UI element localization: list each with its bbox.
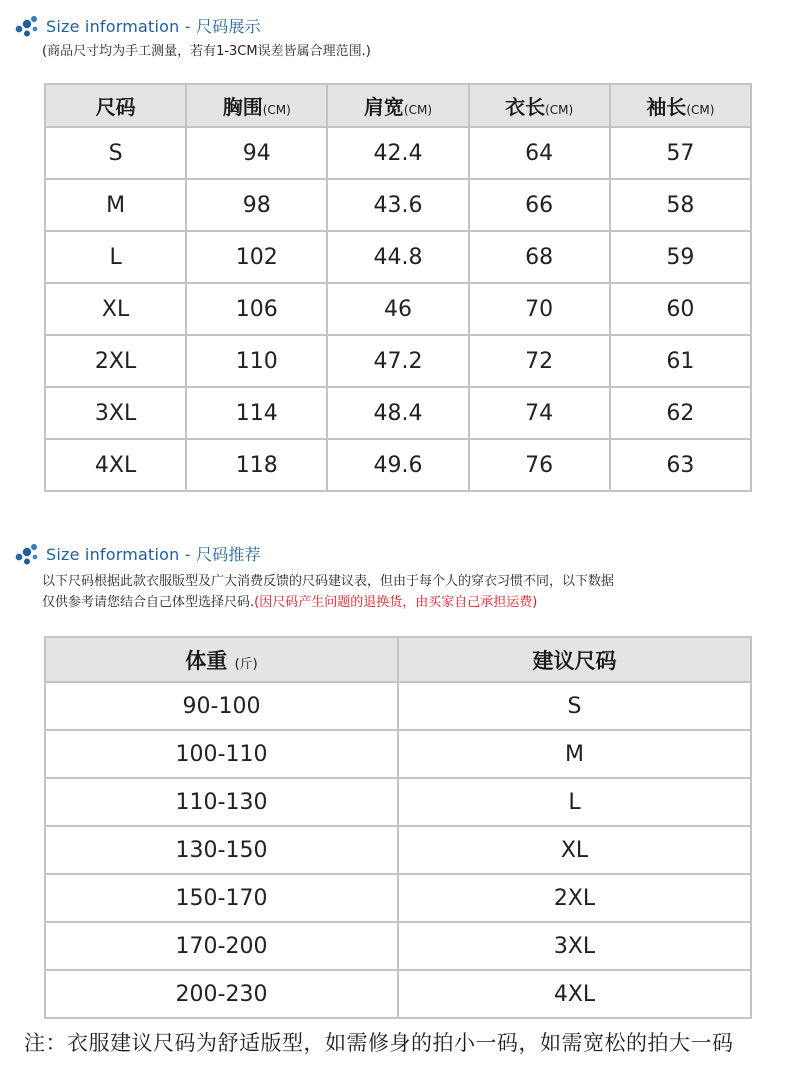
cell-weight: 200-230 — [45, 970, 398, 1018]
cell-sleeve: 63 — [610, 439, 751, 491]
cell-suggested-size: 2XL — [398, 874, 751, 922]
header-shoulder — [327, 84, 468, 127]
section1-title: Size information - 尺码展示 — [46, 17, 261, 36]
table-row — [45, 335, 751, 387]
cell-weight: 110-130 — [45, 778, 398, 826]
header-label: 肩宽 — [363, 95, 404, 119]
table-row — [45, 439, 751, 491]
size-table — [44, 83, 752, 492]
cell-shoulder: 44.8 — [327, 231, 468, 283]
table-row — [45, 730, 751, 778]
recommend-table — [44, 636, 752, 1019]
cell-sleeve: 62 — [610, 387, 751, 439]
cell-length: 70 — [469, 283, 610, 335]
header-label: 建议尺码 — [532, 648, 617, 673]
cell-size: XL — [45, 283, 186, 335]
cell-size: L — [45, 231, 186, 283]
section2-description — [42, 571, 614, 613]
cell-length: 64 — [469, 127, 610, 179]
header-weight — [45, 637, 398, 682]
return-policy-warning: (因尺码产生问题的退换货，由买家自己承担运费) — [254, 595, 538, 610]
blue-dots-logo-icon — [14, 543, 40, 565]
cell-size: 2XL — [45, 335, 186, 387]
header-size — [45, 84, 186, 127]
description-line-1: 以下尺码根据此款衣服版型及广大消费反馈的尺码建议表，但由于每个人的穿衣习惯不同，以下数据 — [42, 574, 615, 589]
cell-chest: 118 — [186, 439, 327, 491]
cell-weight: 90-100 — [45, 682, 398, 730]
recommend-table-header-row — [45, 637, 751, 682]
cell-size: M — [45, 179, 186, 231]
section1-subtitle: (商品尺寸均为手工测量，若有1-3CM误差皆属合理范围.) — [42, 44, 371, 59]
blue-dots-logo-icon — [14, 15, 40, 37]
cell-suggested-size: XL — [398, 826, 751, 874]
cell-sleeve: 61 — [610, 335, 751, 387]
header-sleeve — [610, 84, 751, 127]
table-row — [45, 826, 751, 874]
cell-shoulder: 43.6 — [327, 179, 468, 231]
cell-size: 3XL — [45, 387, 186, 439]
cell-suggested-size: M — [398, 730, 751, 778]
header-label: 尺码 — [95, 95, 136, 119]
section1-header — [14, 14, 261, 37]
cell-length: 74 — [469, 387, 610, 439]
header-suggested-size — [398, 637, 751, 682]
table-row — [45, 231, 751, 283]
description-line-2 — [42, 592, 614, 613]
header-length — [469, 84, 610, 127]
cell-size: S — [45, 127, 186, 179]
header-label: 体重 — [185, 648, 228, 673]
cell-chest: 114 — [186, 387, 327, 439]
size-table-header-row — [45, 84, 751, 127]
table-row — [45, 387, 751, 439]
table-row — [45, 970, 751, 1018]
section2-header — [14, 542, 261, 565]
cell-sleeve: 59 — [610, 231, 751, 283]
table-row — [45, 874, 751, 922]
cell-length: 68 — [469, 231, 610, 283]
header-label: 袖长 — [646, 95, 687, 119]
cell-suggested-size: L — [398, 778, 751, 826]
section2-title: Size information - 尺码推荐 — [46, 545, 261, 564]
table-row — [45, 179, 751, 231]
header-label: 胸围 — [222, 95, 263, 119]
header-unit: (CM) — [686, 103, 715, 117]
cell-weight: 100-110 — [45, 730, 398, 778]
cell-chest: 94 — [186, 127, 327, 179]
table-row — [45, 778, 751, 826]
cell-chest: 102 — [186, 231, 327, 283]
cell-chest: 98 — [186, 179, 327, 231]
cell-suggested-size: 3XL — [398, 922, 751, 970]
cell-shoulder: 48.4 — [327, 387, 468, 439]
cell-size: 4XL — [45, 439, 186, 491]
cell-sleeve: 58 — [610, 179, 751, 231]
cell-suggested-size: S — [398, 682, 751, 730]
cell-chest: 106 — [186, 283, 327, 335]
cell-length: 66 — [469, 179, 610, 231]
header-chest — [186, 84, 327, 127]
cell-shoulder: 46 — [327, 283, 468, 335]
cell-shoulder: 47.2 — [327, 335, 468, 387]
fit-note: 注：衣服建议尺码为舒适版型，如需修身的拍小一码，如需宽松的拍大一码 — [24, 1031, 734, 1055]
cell-suggested-size: 4XL — [398, 970, 751, 1018]
table-row — [45, 922, 751, 970]
table-row — [45, 682, 751, 730]
cell-chest: 110 — [186, 335, 327, 387]
cell-shoulder: 49.6 — [327, 439, 468, 491]
table-row — [45, 283, 751, 335]
cell-length: 72 — [469, 335, 610, 387]
cell-sleeve: 60 — [610, 283, 751, 335]
header-unit: (CM) — [545, 103, 574, 117]
cell-length: 76 — [469, 439, 610, 491]
table-row — [45, 127, 751, 179]
cell-shoulder: 42.4 — [327, 127, 468, 179]
header-unit: (CM) — [403, 103, 433, 117]
header-unit: (斤) — [234, 656, 258, 672]
description-text: 仅供参考请您结合自己体型选择尺码. — [42, 595, 255, 610]
header-label: 衣长 — [505, 95, 546, 119]
cell-weight: 150-170 — [45, 874, 398, 922]
cell-weight: 170-200 — [45, 922, 398, 970]
cell-sleeve: 57 — [610, 127, 751, 179]
header-unit: (CM) — [262, 103, 291, 117]
cell-weight: 130-150 — [45, 826, 398, 874]
